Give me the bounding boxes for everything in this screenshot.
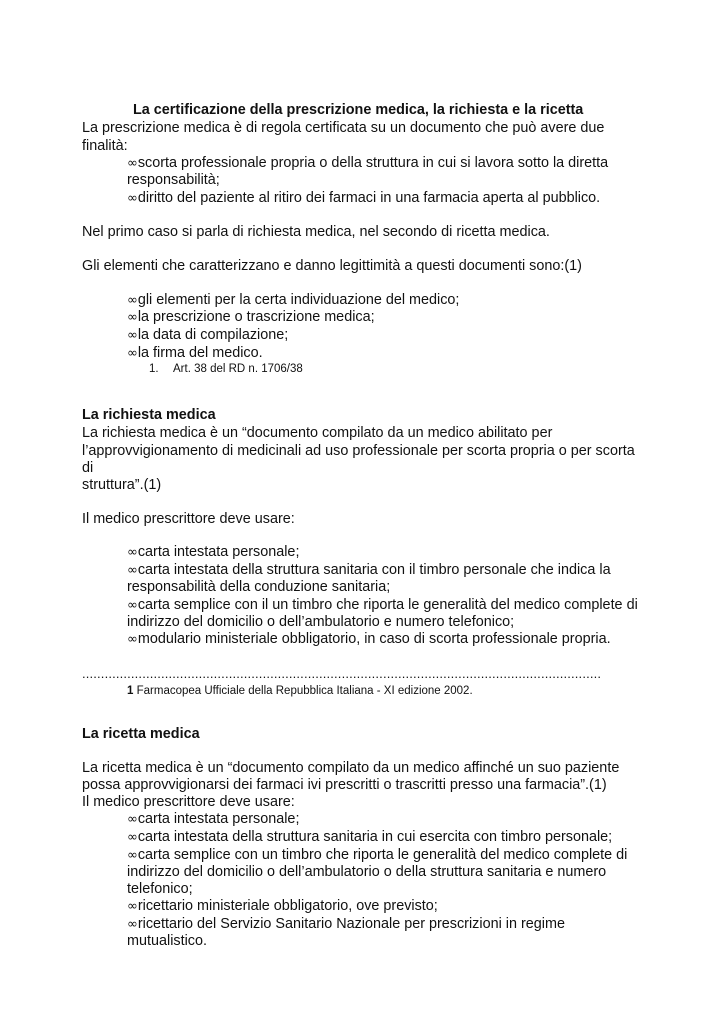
richiesta-item-3: ∞carta semplice con il un timbro che riporta le generalità del medico complete di (127, 597, 638, 613)
richiesta-must-use: Il medico prescrittore deve usare: (82, 511, 295, 527)
ricetta-line-1: La ricetta medica è un “documento compilato da un medico affinché un suo paziente (82, 760, 620, 776)
infinity-bullet-icon: ∞ (127, 899, 138, 914)
footnote (127, 684, 473, 698)
infinity-bullet-icon: ∞ (127, 917, 138, 932)
element-item-3: ∞la data di compilazione; (127, 327, 289, 343)
ricetta-item-3: ∞carta semplice con un timbro che riporta le generalità del medico complete di (127, 847, 628, 863)
richiesta-heading: La richiesta medica (82, 407, 216, 423)
infinity-bullet-icon: ∞ (127, 156, 138, 171)
element-item-1: ∞gli elementi per la certa individuazione del medico; (127, 292, 460, 308)
richiesta-item-4: ∞modulario ministeriale obbligatorio, in caso di scorta professionale propria. (127, 631, 611, 647)
infinity-bullet-icon: ∞ (127, 545, 138, 560)
ricetta-item-5: ∞ricettario del Servizio Sanitario Nazionale per prescrizioni in regime (127, 916, 565, 932)
ricetta-heading: La ricetta medica (82, 726, 200, 742)
infinity-bullet-icon: ∞ (127, 812, 138, 827)
footnote-separator: .......................................................................................................................................... (82, 666, 602, 681)
infinity-bullet-icon: ∞ (127, 632, 138, 647)
purpose-item-1: ∞scorta professionale propria o della struttura in cui si lavora sotto la diretta (127, 155, 609, 171)
ricetta-item-3-cont-2: telefonico; (127, 881, 193, 897)
elements-intro: Gli elementi che caratterizzano e danno legittimità a questi documenti sono:(1) (82, 258, 582, 274)
infinity-bullet-icon: ∞ (127, 346, 138, 361)
infinity-bullet-icon: ∞ (127, 830, 138, 845)
richiesta-item-3-cont: indirizzo del domicilio o dell’ambulatorio e numero telefonico; (127, 614, 515, 630)
ricetta-line-2: possa approvvigionarsi dei farmaci ivi prescritti o trascritti presso una farmacia”.(1) (82, 777, 607, 793)
richiesta-line-2: l’approvvigionamento di medicinali ad uso professionale per scorta propria o per scorta (82, 443, 635, 459)
infinity-bullet-icon: ∞ (127, 598, 138, 613)
footnote-number: 1 (127, 685, 134, 697)
infinity-bullet-icon: ∞ (127, 848, 138, 863)
element-item-2: ∞la prescrizione o trascrizione medica; (127, 309, 375, 325)
infinity-bullet-icon: ∞ (127, 310, 138, 325)
infinity-bullet-icon: ∞ (127, 191, 138, 206)
infinity-bullet-icon: ∞ (127, 328, 138, 343)
intro-line-2: finalità: (82, 138, 128, 154)
footnote-text: Farmacopea Ufficiale della Repubblica Italiana - XI edizione 2002. (136, 685, 473, 697)
element-item-4: ∞la firma del medico. (127, 345, 263, 361)
richiesta-line-1: La richiesta medica è un “documento compilato da un medico abilitato per (82, 425, 553, 441)
ricetta-item-5-cont: mutualistico. (127, 933, 207, 949)
ricetta-item-2: ∞carta intestata della struttura sanitaria in cui esercita con timbro personale; (127, 829, 613, 845)
richiesta-item-2: ∞carta intestata della struttura sanitaria con il timbro personale che indica la (127, 562, 611, 578)
ricetta-must-use: Il medico prescrittore deve usare: (82, 794, 295, 810)
purpose-item-1-cont: responsabilità; (127, 172, 220, 188)
intro-line-1: La prescrizione medica è di regola certificata su un documento che può avere due (82, 120, 605, 136)
richiesta-item-2-cont: responsabilità della conduzione sanitaria; (127, 579, 391, 595)
note-1-text: Art. 38 del RD n. 1706/38 (173, 363, 303, 375)
richiesta-item-1: ∞carta intestata personale; (127, 544, 300, 560)
note-1-number: 1. (149, 363, 159, 375)
first-case-text: Nel primo caso si parla di richiesta medica, nel secondo di ricetta medica. (82, 224, 550, 240)
richiesta-line-4: struttura”.(1) (82, 477, 162, 493)
document-title: La certificazione della prescrizione medica, la richiesta e la ricetta (133, 102, 584, 118)
ricetta-item-4: ∞ricettario ministeriale obbligatorio, ove previsto; (127, 898, 438, 914)
infinity-bullet-icon: ∞ (127, 563, 138, 578)
infinity-bullet-icon: ∞ (127, 293, 138, 308)
ricetta-item-3-cont-1: indirizzo del domicilio o dell’ambulatorio o della struttura sanitaria e numero (127, 864, 607, 880)
purpose-item-2: ∞diritto del paziente al ritiro dei farmaci in una farmacia aperta al pubblico. (127, 190, 601, 206)
richiesta-line-3: di (82, 460, 94, 476)
ricetta-item-1: ∞carta intestata personale; (127, 811, 300, 827)
